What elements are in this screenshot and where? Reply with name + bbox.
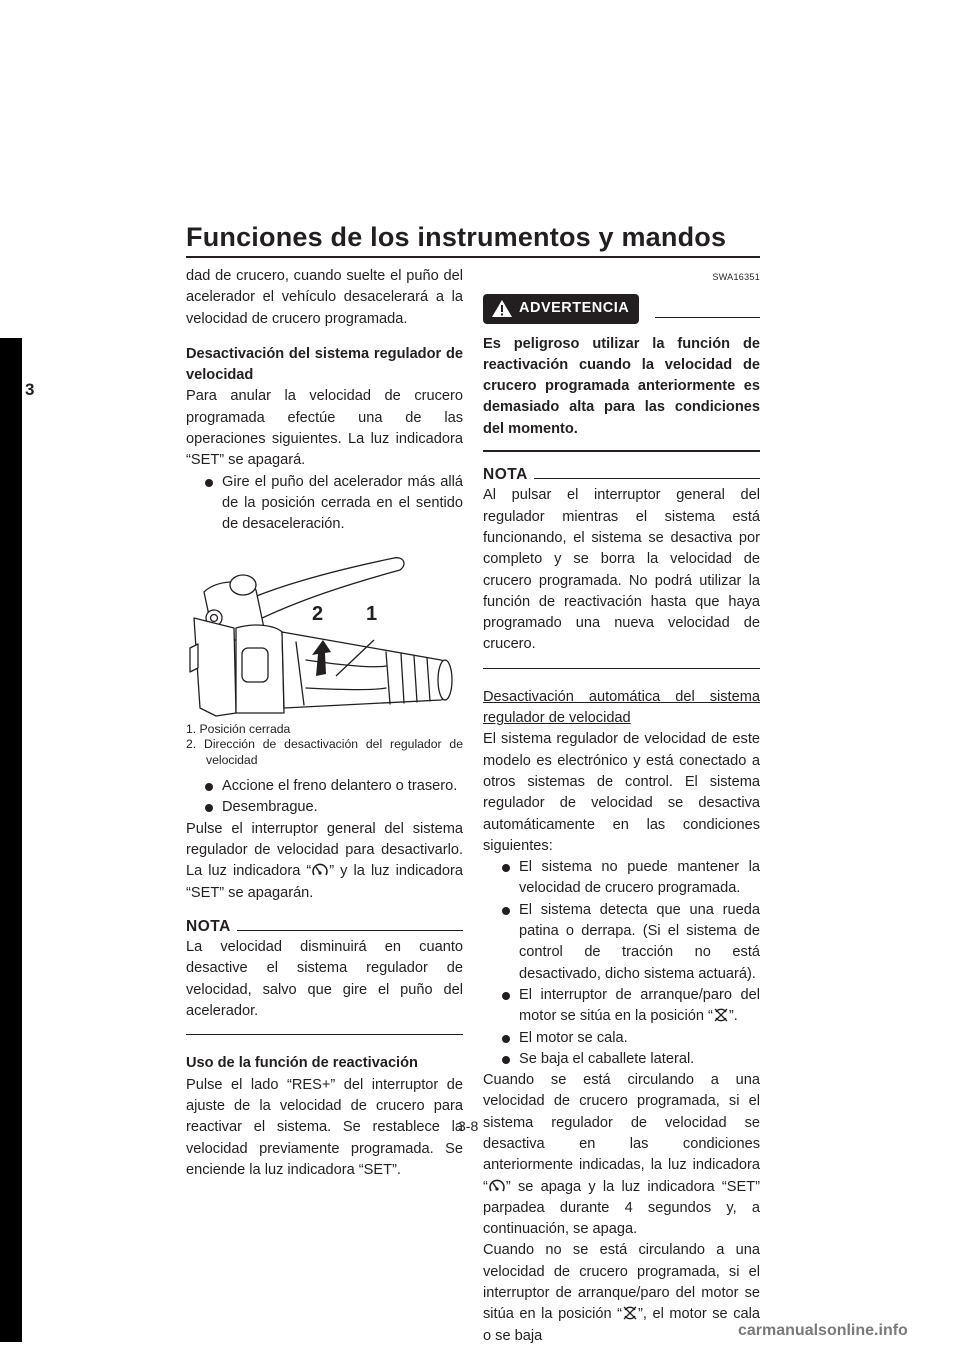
engine-stop-icon	[713, 1007, 729, 1023]
list-item-text: Se baja el caballete lateral.	[519, 1050, 695, 1067]
bullet-icon	[205, 479, 213, 487]
list-item	[483, 1028, 760, 1049]
bullet-icon	[502, 1056, 510, 1064]
bullet-icon	[502, 1035, 510, 1043]
text-run: ”.	[728, 1008, 738, 1025]
note-rule	[237, 930, 463, 931]
cruise-control-indicator-icon	[488, 1178, 506, 1194]
engine-stop-icon	[622, 1305, 638, 1321]
text-run: ”, el motor se cala o se baja	[483, 1306, 760, 1344]
paragraph: Para anular la velocidad de crucero programada efectúe una de las operaciones siguientes. La luz indicadora “SET” se apagará.	[186, 388, 463, 469]
list-item	[483, 900, 760, 985]
bullet-icon	[205, 783, 213, 791]
paragraph	[186, 819, 463, 904]
paragraph	[483, 1070, 760, 1240]
paragraph: dad de crucero, cuando suelte el puño del acelerador el vehículo desacelerará a la velocidad de crucero programada.	[186, 268, 463, 327]
note-label: NOTA	[186, 917, 231, 935]
warning-text: Es peligroso utilizar la función de reactivación cuando la velocidad de crucero programada anteriormente es demasiado alta para las condiciones del momento.	[483, 335, 760, 437]
list-item	[483, 1049, 760, 1070]
section-heading: Desactivación automática del sistema regulador de velocidad	[483, 688, 760, 727]
footer-watermark[interactable]: carmanualsonline.info	[738, 1322, 908, 1339]
figure-caption	[186, 722, 463, 769]
note-rule	[534, 478, 760, 479]
warning-code: SWA16351	[712, 272, 760, 282]
page-title: Funciones de los instrumentos y mandos	[186, 222, 727, 252]
warning-end-rule	[483, 450, 760, 452]
list-item	[483, 985, 760, 1028]
text-run: Pulse el interruptor general del sistema regulador de velocidad para desactivarlo. La luz indicadora “	[186, 820, 463, 880]
warning-label: ADVERTENCIA	[519, 300, 630, 317]
list-item-text: Desembrague.	[222, 799, 318, 816]
paragraph	[483, 1240, 760, 1346]
list-item-text: El sistema detecta que una rueda patina o derrapa. (Si el sistema de control de tracción no está desactivado, dicho sistema actuará).	[519, 901, 760, 982]
note-text: Al pulsar el interruptor general del regulador mientras el sistema está funcionando, el sistema se desactiva por completo y se borra la velocidad de crucero programada. No podrá utilizar la función de reactivación hasta que haya programado una nueva velocidad de crucero.	[483, 487, 760, 653]
note-text: La velocidad disminuirá en cuanto desactive el sistema regulador de velocidad, salvo que gire el puño del acelerador.	[186, 939, 463, 1020]
section-heading: Uso de la función de reactivación	[186, 1055, 418, 1072]
list-item	[483, 857, 760, 900]
warning-rule	[655, 317, 760, 318]
page-number: 3-8	[458, 1118, 479, 1134]
note-header	[186, 916, 463, 937]
text-run: ” y la luz indicadora “SET” se apagarán.	[186, 863, 463, 901]
warning-badge	[483, 294, 639, 323]
note-label: NOTA	[483, 466, 528, 484]
note-header	[483, 464, 760, 485]
warning-triangle-icon	[491, 299, 513, 318]
list-item-text: El sistema no puede mantener la velocidad de crucero programada.	[519, 859, 760, 897]
section-heading: Desactivación del sistema regulador de velocidad	[186, 345, 463, 384]
title-rule	[186, 256, 760, 258]
paragraph: Pulse el lado “RES+” del interruptor de ajuste de la velocidad de crucero para reactivar el sistema. Se restablece la velocidad previamente programada. Se enciende la luz indicadora “SET”.	[186, 1076, 463, 1178]
list-item-text: Accione el freno delantero o trasero.	[222, 778, 458, 795]
list-item	[186, 776, 463, 797]
warning-header	[483, 294, 760, 323]
text-run: Cuando se está circulando a una velocidad de crucero programada, si el sistema regulador de velocidad se desactiva en las condiciones anteriormente indicadas, la luz indicadora “	[483, 1072, 760, 1195]
caption-item: 1. Posición cerrada	[186, 721, 291, 736]
list-item-text: El motor se cala.	[519, 1029, 628, 1046]
bullet-icon	[502, 992, 510, 1000]
cruise-control-indicator-icon	[311, 862, 329, 878]
figure-label-2: 2	[312, 602, 324, 625]
chapter-tab	[0, 338, 22, 1342]
right-column	[483, 266, 760, 1347]
note-end-rule	[186, 1034, 463, 1035]
bullet-icon	[205, 804, 213, 812]
note-end-rule	[483, 668, 760, 669]
caption-item: 2. Dirección de desactivación del regulador de velocidad	[186, 737, 463, 767]
list-item-text: Gire el puño del acelerador más allá de la posición cerrada en el sentido de desaceleración.	[222, 473, 463, 533]
bullet-icon	[502, 864, 510, 872]
text-run: Cuando no se está circulando a una velocidad de crucero programada, si el interruptor de arranque/paro del motor se sitúa en la posición “	[483, 1242, 760, 1323]
left-column	[186, 266, 463, 1181]
list-item	[186, 472, 463, 536]
figure-label-1: 1	[366, 602, 378, 625]
paragraph: El sistema regulador de velocidad de este modelo es electrónico y está conectado a otros sistemas de control. El sistema regulador de velocidad se desactiva automáticamente en las condiciones siguientes:	[483, 731, 760, 854]
text-run: El interruptor de arranque/paro del motor se sitúa en la posición “	[519, 986, 760, 1025]
list-item-text	[519, 987, 760, 1024]
chapter-tab-number: 3	[25, 380, 35, 399]
list-item	[186, 797, 463, 818]
text-run: ” se apaga y la luz indicadora “SET” parpadea durante 4 segundos y, a continuación, se apaga.	[483, 1178, 760, 1238]
throttle-grip-illustration	[186, 548, 463, 718]
bullet-icon	[502, 907, 510, 915]
